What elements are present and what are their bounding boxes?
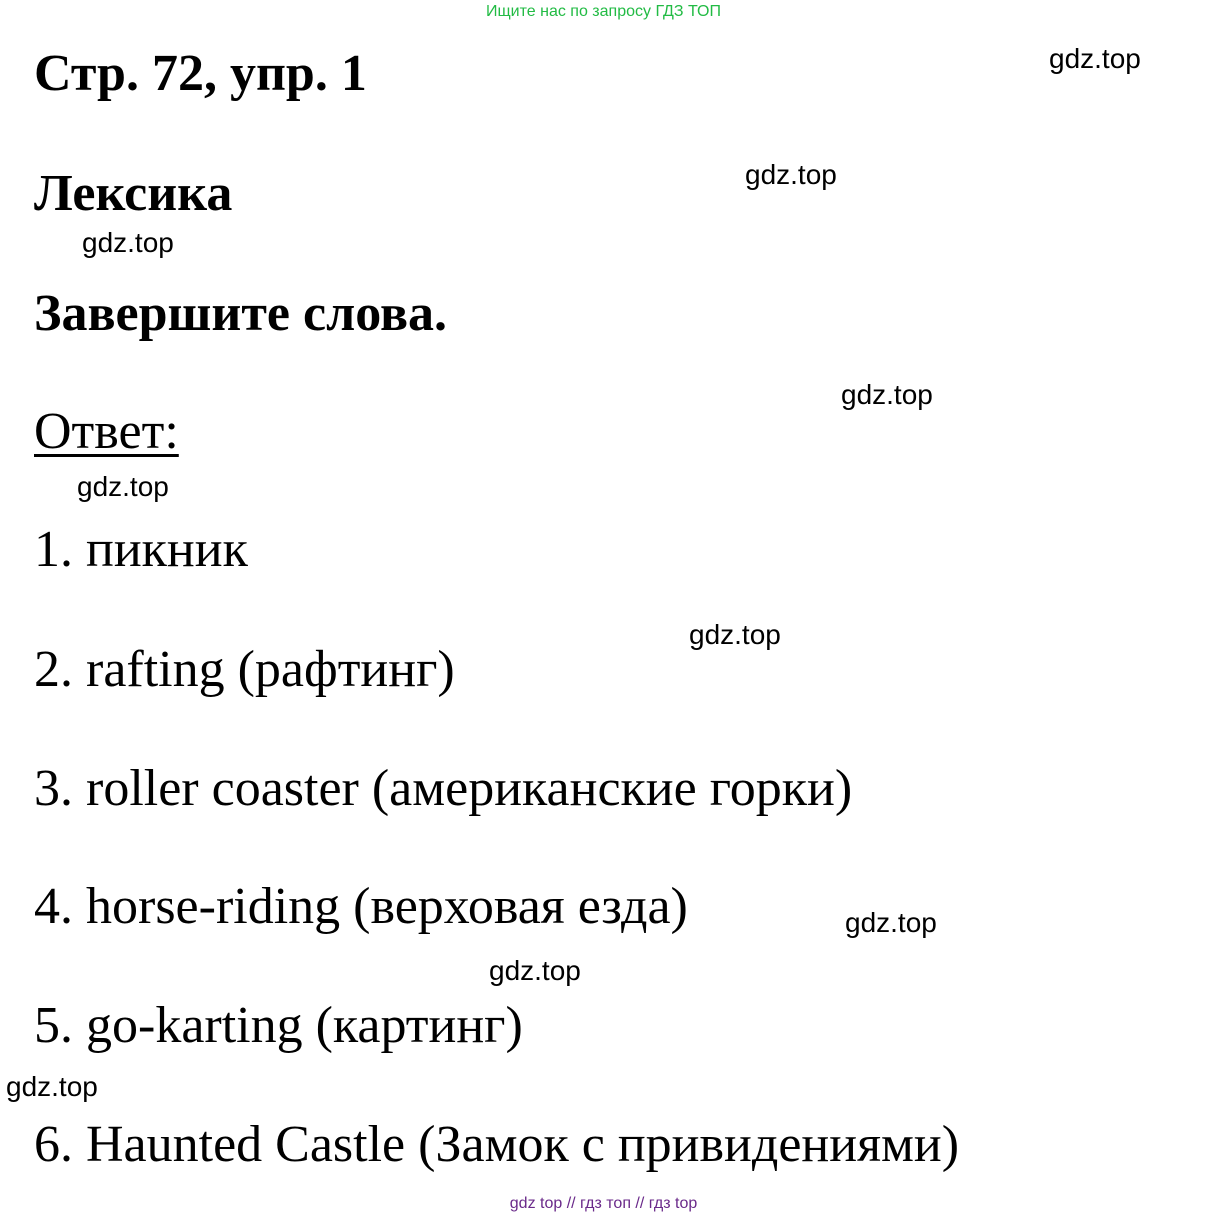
answer-label: Ответ: <box>34 403 179 460</box>
section-title: Лексика <box>34 165 233 222</box>
watermark: gdz.top <box>745 159 837 190</box>
answer-item-6: 6. Haunted Castle (Замок с привидениями) <box>34 1116 960 1173</box>
watermark: gdz.top <box>845 907 937 938</box>
answer-item-3: 3. roller coaster (американские горки) <box>34 760 853 817</box>
footer-links: gdz top // гдз топ // гдз top <box>509 1195 698 1212</box>
watermark: gdz.top <box>1049 43 1141 74</box>
watermark: gdz.top <box>82 227 174 258</box>
page-title: Стр. 72, упр. 1 <box>34 45 367 102</box>
answer-item-1: 1. пикник <box>34 521 248 578</box>
watermark: gdz.top <box>489 955 581 986</box>
watermark: gdz.top <box>841 379 933 410</box>
top-banner: Ищите нас по запросу ГДЗ ТОП <box>486 3 721 20</box>
watermark: gdz.top <box>6 1071 98 1102</box>
task-title: Завершите слова. <box>34 285 448 342</box>
watermark: gdz.top <box>77 471 169 502</box>
watermark: gdz.top <box>689 619 781 650</box>
answer-item-4: 4. horse-riding (верховая езда) <box>34 878 688 935</box>
answer-item-2: 2. rafting (рафтинг) <box>34 641 455 698</box>
answer-item-5: 5. go-karting (картинг) <box>34 997 523 1054</box>
